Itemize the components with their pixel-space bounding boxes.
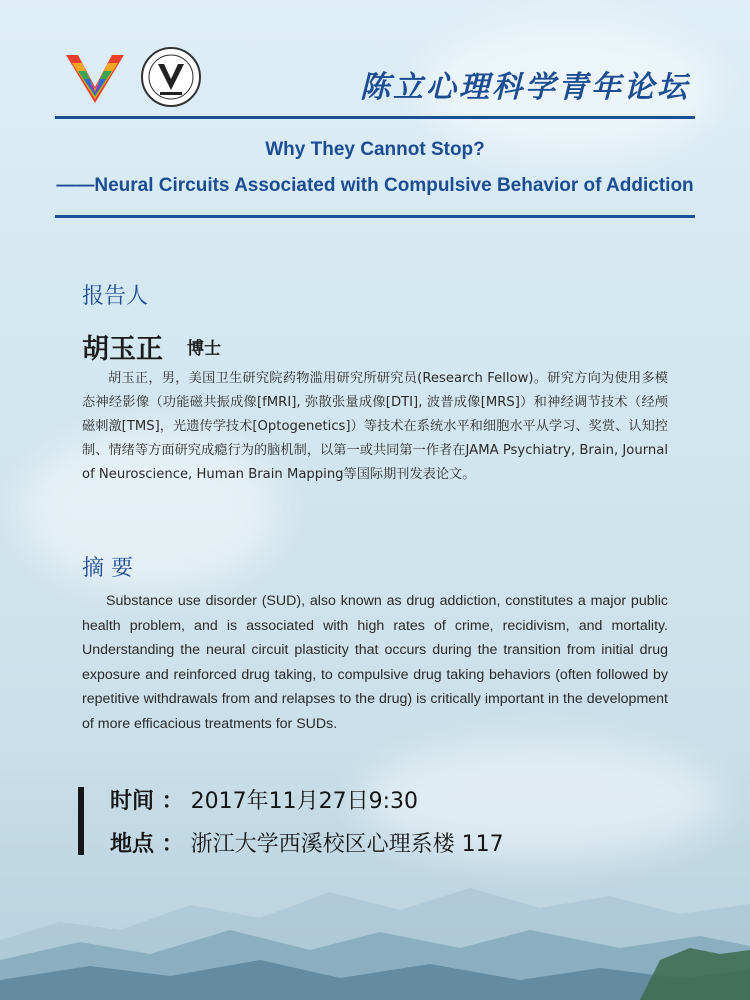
talk-title [55, 137, 695, 199]
time-value: 2017年11月27日9:30 [190, 789, 419, 814]
top-divider [55, 116, 695, 119]
info-accent-bar [78, 787, 84, 855]
forum-title: 陈立心理科学青年论坛 [360, 70, 690, 105]
speaker-title: 博士 [187, 339, 221, 359]
time-label: 时间 ： [110, 789, 184, 814]
bottom-divider [55, 215, 695, 218]
place-line [110, 827, 504, 858]
university-seal-logo [140, 46, 202, 108]
abstract-text: Substance use disorder (SUD), also known as drug addiction, constitutes a major public health problem, and is associated with high rates of crime, recidivism, and mortality. Understanding the neural circuit plasticity that occurs during the transition from initial drug exposure and reinforced drug taking, to compulsive drug taking behaviors (often followed by repetitive withdrawals from and relapses to the drug) is critically important in the development of more efficacious treatments for SUDs. [82, 593, 668, 732]
logo-group [64, 46, 202, 108]
speaker-name: 胡玉正 [82, 334, 163, 365]
speaker-bio: 胡玉正，男，美国卫生研究院药物滥用研究所研究员(Research Fellow)。研究方向为使用多模态神经影像（功能磁共振成像[fMRI], 弥散张量成像[DTI], 波普成像[MRS]）和神经调节技术（经颅磁刺激[TMS]，光遗传学技术[Optogenetics]）等技术在系统水平和细胞水平从学习、奖赏、认知控制、情绪等方面研究成瘾行为的脑机制，以第一或共同第一作者在JAMA Psychiatry, Brain, Journal of Neuroscience, Human Brain Mapping等国际期刊发表论文。 [82, 371, 668, 482]
speaker-heading: 报告人 [82, 284, 149, 309]
place-value: 浙江大学西溪校区心理系楼 117 [190, 832, 504, 857]
place-label: 地点 ： [110, 832, 184, 857]
talk-title-line1: Why They Cannot Stop? [265, 139, 485, 160]
abstract-heading: 摘 要 [82, 556, 133, 581]
colorful-v-logo [64, 49, 126, 105]
talk-title-line2: ——Neural Circuits Associated with Compulsive Behavior of Addiction [56, 175, 694, 196]
time-line [110, 784, 418, 815]
